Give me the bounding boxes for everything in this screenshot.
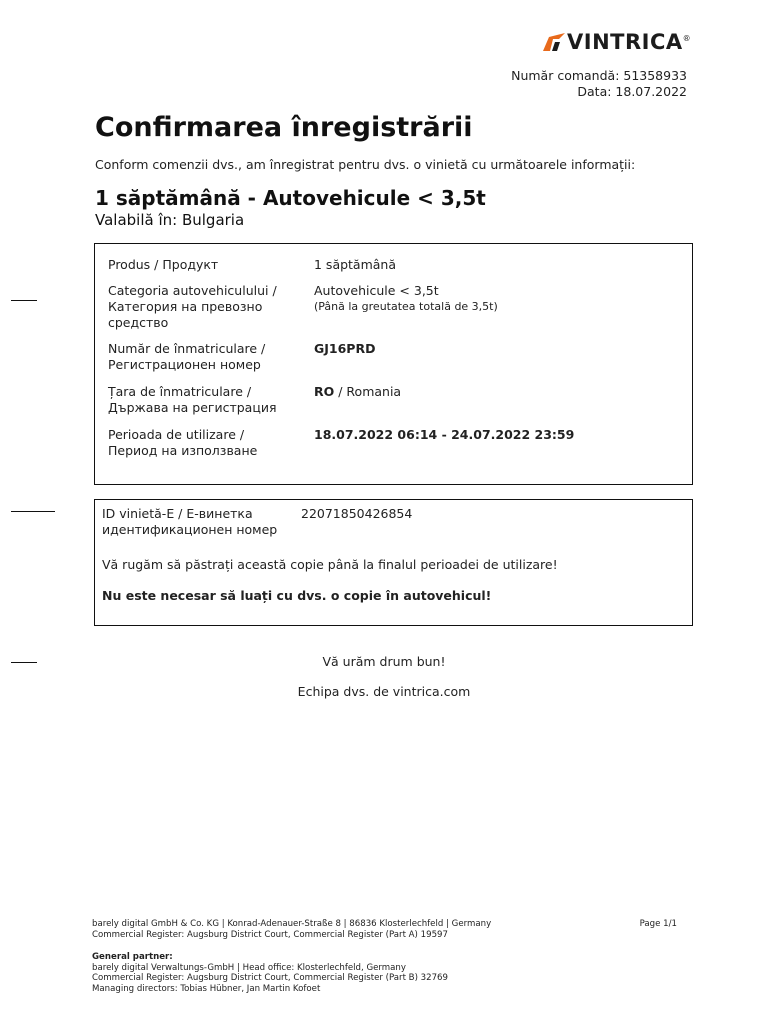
country-value: RO / Romania: [314, 384, 402, 399]
vintrica-logo: [543, 30, 691, 54]
closing-wish: Vă urăm drum bun!: [322, 654, 446, 669]
punch-mark: [11, 511, 55, 512]
order-number: Număr comandă: 51358933: [511, 68, 687, 83]
evignette-box: [94, 499, 693, 626]
footer-company: barely digital GmbH & Co. KG | Konrad-Adenauer-Straße 8 | 86836 Klosterlechfeld | Germany Commercial Register: Augsburg District Court, Commercial Register (Part A) 19597: [92, 919, 492, 940]
details-box: [94, 243, 693, 485]
evignette-id-label: ID vinietă-E / Е-винетка идентификационен номер: [102, 506, 278, 537]
evignette-id-value: 22071850426854: [301, 506, 413, 521]
footer-partner: General partner: barely digital Verwaltungs-GmbH | Head office: Klosterlechfeld, Germany Commercial Register: Augsburg District Court, Commercial Register (Part B) 32769 Managing directors: Tobias Hübner, Jan Martin Kofoet: [92, 952, 448, 994]
order-date: Data: 18.07.2022: [577, 84, 687, 99]
period-label: Perioada de utilizare / Период на използване: [108, 427, 258, 458]
page-title: Confirmarea înregistrării: [95, 112, 473, 143]
intro-text: Conform comenzii dvs., am înregistrat pentru dvs. o vinietă cu următoarele informații:: [95, 157, 636, 172]
keep-copy-note: Vă rugăm să păstrați această copie până la finalul perioadei de utilizare!: [102, 557, 558, 572]
category-note: (Până la greutatea totală de 3,5t): [314, 300, 498, 313]
product-value: 1 săptămână: [314, 257, 397, 272]
plate-value: GJ16PRD: [314, 341, 376, 356]
period-value: 18.07.2022 06:14 - 24.07.2022 23:59: [314, 427, 575, 442]
closing-team: Echipa dvs. de vintrica.com: [297, 684, 471, 699]
product-heading: 1 săptămână - Autovehicule < 3,5t: [95, 186, 486, 210]
brand-name: VINTRICA®: [567, 30, 692, 54]
category-label: Categoria autovehiculului / Категория на превозно средство: [108, 283, 277, 330]
product-label: Produs / Продукт: [108, 257, 219, 272]
no-copy-needed-note: Nu este necesar să luați cu dvs. o copie în autovehicul!: [102, 588, 492, 603]
valid-in: Valabilă în: Bulgaria: [95, 211, 245, 229]
page-number: Page 1/1: [639, 919, 677, 929]
category-value: Autovehicule < 3,5t (Până la greutatea totală de 3,5t): [314, 283, 498, 313]
country-label: Țara de înmatriculare / Държава на регистрация: [108, 384, 277, 415]
fold-mark: [11, 300, 37, 301]
vintrica-logo-icon: [543, 33, 565, 51]
plate-label: Număr de înmatriculare / Регистрационен номер: [108, 341, 266, 372]
